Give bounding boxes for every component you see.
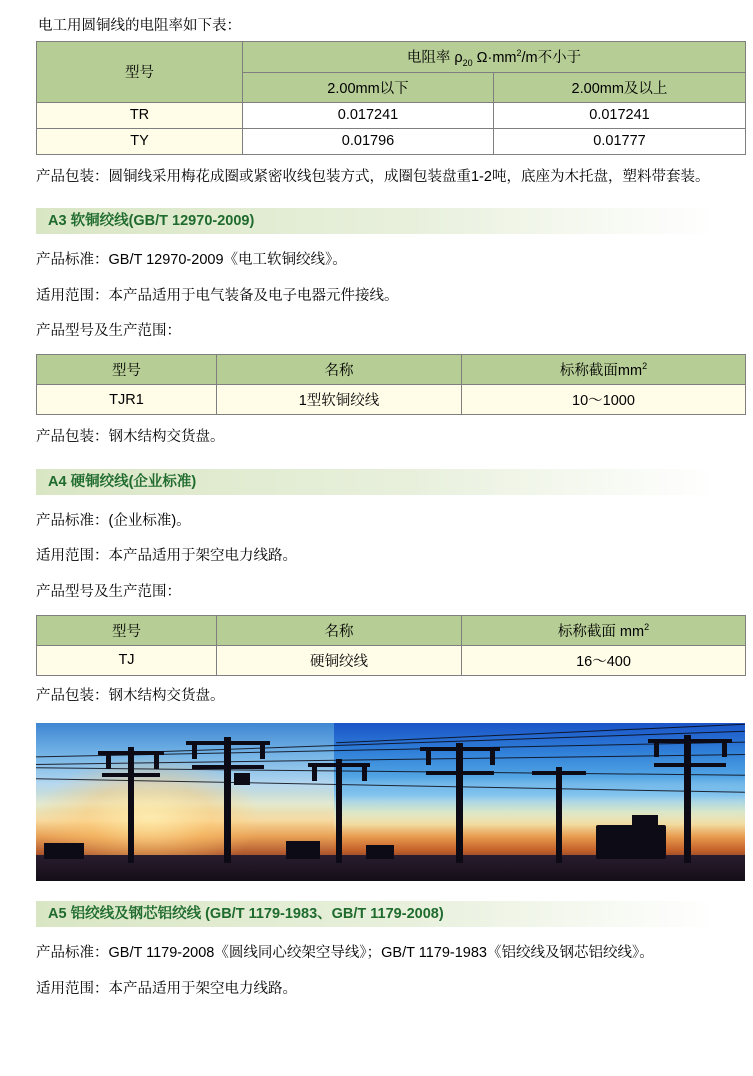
table-row (37, 385, 746, 415)
a4-table (36, 615, 746, 676)
photo-insulator (260, 745, 265, 759)
a4-packaging: 产品包装：钢木结构交货盘。 (36, 687, 225, 704)
a3-packaging: 产品包装：钢木结构交货盘。 (36, 429, 225, 446)
photo-insulator (154, 755, 159, 769)
header-name: 名称 (217, 355, 462, 385)
header-resistivity-mid: Ω·mm (472, 50, 517, 66)
header-resistivity-suffix: /m不小于 (521, 50, 582, 66)
a3-table (36, 354, 746, 415)
photo-tower-crossarm (192, 765, 264, 769)
photo-insulator (490, 751, 495, 765)
photo-insulator (362, 767, 367, 781)
a3-range-label: 产品型号及生产范围： (36, 323, 181, 340)
cell-section: 10～1000 (462, 385, 746, 415)
photo-insulator (654, 743, 659, 757)
header-nominal-section (462, 615, 746, 645)
photo-equipment-box (366, 845, 394, 859)
table-row (37, 645, 746, 675)
cell-name: 硬铜绞线 (217, 645, 462, 675)
cell-value-2: 0.01777 (494, 128, 746, 154)
photo-cloud-band (36, 799, 745, 806)
photo-substation-roof-unit (632, 815, 658, 825)
section-heading-a4: A4 硬铜绞线(企业标准) (36, 469, 716, 495)
photo-tower-crossarm (648, 739, 732, 743)
section-heading-a5: A5 铝绞线及钢芯铝绞线 (GB/T 1179-1983、GB/T 1179-2008) (36, 901, 716, 927)
table-header-row (37, 42, 746, 73)
table-row (37, 102, 746, 128)
photo-tower (456, 743, 463, 863)
photo-insulator (192, 745, 197, 759)
cell-value-1: 0.017241 (243, 102, 494, 128)
photo-tower (224, 737, 231, 863)
table-header-row (37, 355, 746, 385)
photo-tower (684, 735, 691, 863)
a4-range-label: 产品型号及生产范围： (36, 583, 181, 600)
photo-substation-building (596, 825, 666, 859)
header-nominal-section (462, 355, 746, 385)
photo-tower-crossarm (186, 741, 270, 745)
header-nominal-section-text: 标称截面 mm (557, 623, 645, 640)
photo-tower (128, 747, 134, 863)
photo-insulator (722, 743, 727, 757)
a5-scope: 适用范围：本产品适用于架空电力线路。 (36, 980, 297, 997)
table-header-row (37, 615, 746, 645)
photo-equipment-box (234, 773, 250, 785)
resistivity-table (36, 41, 746, 155)
a3-standard: 产品标准：GB/T 12970-2009《电工软铜绞线》。 (36, 252, 347, 269)
photo-equipment-box (286, 841, 320, 859)
a4-scope: 适用范围：本产品适用于架空电力线路。 (36, 548, 297, 565)
cell-model: TJR1 (37, 385, 217, 415)
photo-insulator (426, 751, 431, 765)
a5-standard: 产品标准：GB/T 1179-2008《圆线同心绞架空导线》；GB/T 1179-1983《铝绞线及钢芯铝绞线》。 (36, 945, 654, 962)
photo-insulator (312, 767, 317, 781)
a4-table-wrapper (36, 615, 731, 676)
header-model: 型号 (37, 355, 217, 385)
header-nominal-section-text: 标称截面mm (559, 363, 643, 380)
substation-transmission-towers-sunset-photo (36, 723, 745, 881)
table-row (37, 128, 746, 154)
header-resistivity-prefix: 电阻率 ρ (406, 50, 463, 66)
header-model: 型号 (37, 615, 217, 645)
photo-tower (556, 767, 562, 863)
packaging-paragraph-1: 产品包装：圆铜线采用梅花成圈或紧密收线包装方式，成圈包装盘重1-2吨，底座为木托盘，塑料带套装。 (36, 168, 710, 185)
intro-text: 电工用圆铜线的电阻率如下表： (38, 18, 241, 34)
a3-table-wrapper (36, 354, 731, 415)
cell-model: TJ (37, 645, 217, 675)
photo-insulator (106, 755, 111, 769)
header-nominal-section-sup: 2 (642, 361, 648, 372)
header-sub-above-2mm: 2.00mm及以上 (494, 72, 746, 102)
header-resistivity-sub: 20 (462, 57, 473, 68)
photo-tower-crossarm (308, 763, 370, 767)
header-nominal-section-sup: 2 (644, 622, 650, 633)
photo-tower-crossarm (426, 771, 494, 775)
cell-name: 1型软铜绞线 (217, 385, 462, 415)
header-resistivity-sup: 2 (516, 48, 522, 59)
header-sub-below-2mm: 2.00mm以下 (243, 72, 494, 102)
photo-tower-crossarm (532, 771, 586, 775)
cell-value-1: 0.01796 (243, 128, 494, 154)
cell-value-2: 0.017241 (494, 102, 746, 128)
cell-model: TR (37, 102, 243, 128)
header-name: 名称 (217, 615, 462, 645)
photo-tower-crossarm (654, 763, 726, 767)
resistivity-table-wrapper (36, 41, 731, 155)
photo-equipment-box (44, 843, 84, 859)
a4-standard: 产品标准：(企业标准)。 (36, 512, 191, 529)
section-heading-a3: A3 软铜绞线(GB/T 12970-2009) (36, 208, 716, 234)
a3-scope: 适用范围：本产品适用于电气装备及电子电器元件接线。 (36, 287, 399, 304)
photo-tower-crossarm (420, 747, 500, 751)
header-resistivity-group (243, 42, 746, 73)
photo-tower-crossarm (102, 773, 160, 777)
cell-section: 16～400 (462, 645, 746, 675)
cell-model: TY (37, 128, 243, 154)
header-model: 型号 (37, 42, 243, 103)
photo-tower (336, 759, 342, 863)
